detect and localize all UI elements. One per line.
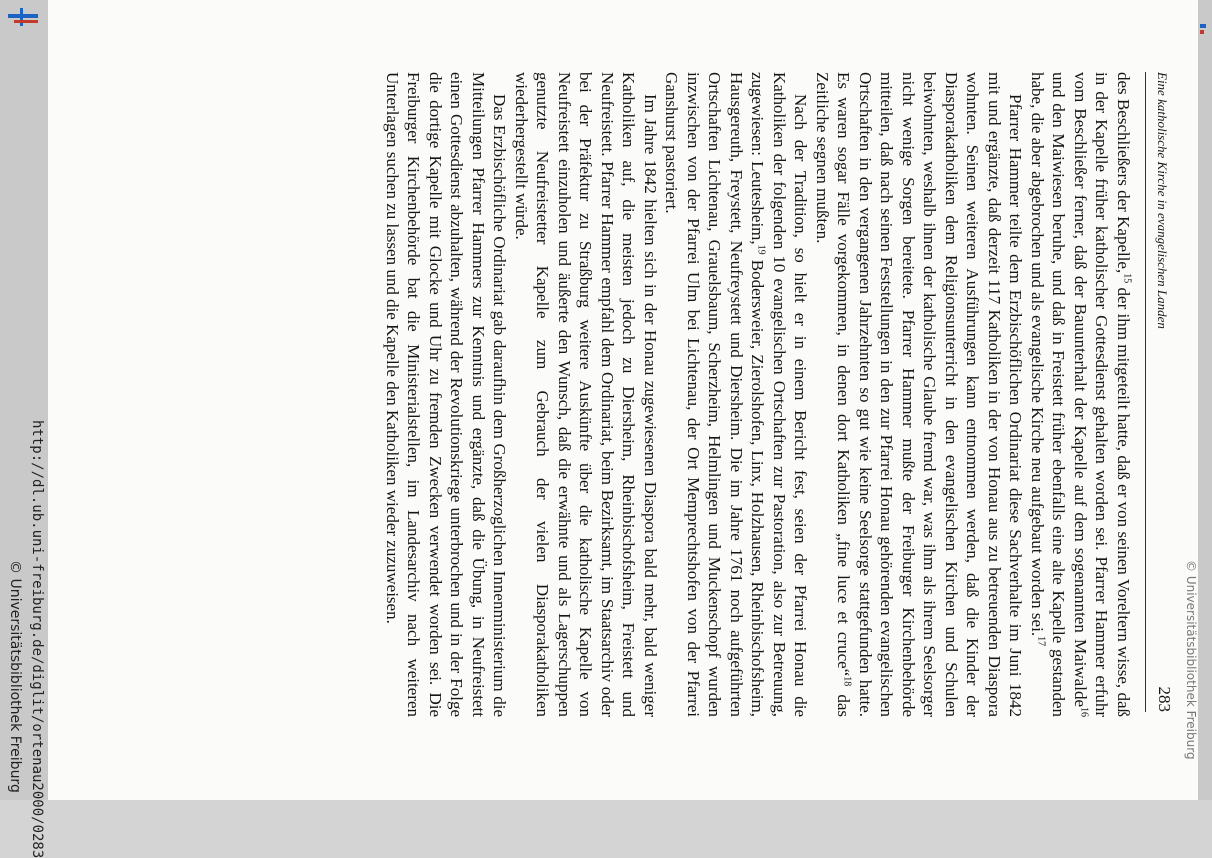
paragraph: Nach der Tradition, so hielt er in einem Bericht fest, seien der Pfarrei Honau die Katholiken der folgenden 10 evangelischen Ortschaften zur Pastoration, also zur Betreuung, zugewiesen: Leutesheim,$^{19}$ Bodersweier, Zierolshofen, Linx, Holzhausen, Rheinbischofsheim, Hausgereuth, Freystett, Neufreystett und Diersheim. Die im Jahre 1761 noch aufgeführten Ortschaften Lichtenau, Grauelsbaum, Scherzheim, Helmlingen und Muckenschopf wurden inzwischen von der Pfarrei Ulm bei Lichtenau, der Ort Memprechtshofen von der Pfarrei Ganshurst pastoriert.	[662, 72, 811, 717]
running-title: Eine katholische Kirche in evangelischen Landen	[1155, 72, 1170, 329]
color-target-icon	[8, 14, 40, 24]
running-header	[1145, 72, 1174, 712]
color-target-icon	[1200, 24, 1208, 38]
source-url-stamp	[1, 420, 45, 858]
scanner-right-margin	[1198, 0, 1212, 800]
body-text	[382, 72, 1135, 717]
edge-watermark: © Universitätsbibliothek Freiburg	[1184, 560, 1198, 760]
paragraph: Im Jahre 1842 hielten sich in der Honau zugewiesenen Diaspora bald mehr, bald weniger Katholiken auf, die meisten jedoch zu Diersheim, Rheinbischofsheim, Freistett und Neufreistett. Pfarrer Hammer empfahl dem Ordinariat, beim Bezirksamt, im Staatsarchiv oder bei der Präfektur zu Straßburg weitere Auskünfte über die katholische Kapelle von Neufreistett einzuholen und äußerte den Wunsch, daß die erwähnte und als Lagerschuppen genutzte Neufreistetter Kapelle zum Gebrauch der vielen Diasporakatholiken wiederhergestellt würde.	[512, 72, 660, 717]
footnote-ref: 18	[842, 676, 854, 687]
footnote-ref: 17	[1035, 636, 1047, 647]
scanned-page	[48, 0, 1198, 800]
paragraph: Pfarrer Hammer teilte dem Erzbischöflichen Ordinariat diese Sachverhalte im Juni 1842 mit und ergänzte, daß derzeit 117 Katholiken in der von Honau aus zu betreuenden Diaspora wohnten. Seinen weiteren Ausführungen kann entnommen werden, daß die Kinder der Diasporakatholiken dem Religionsunterricht in den evangelischen Kirchen und Schulen beiwohnten, weshalb ihnen der katholische Glaube fremd war, was ihm als ihrem Seelsorger nicht wenige Sorgen bereitete. Pfarrer Hammer mußte der Freiburger Kirchenbehörde mitteilen, daß nach seinen Feststellungen in den zur Pfarrei Honau gehörenden evangelischen Ortschaften in den vergangenen Jahrzehnten so gut wie keine Seelsorge stattgefunden hatte. Es waren sogar Fälle vorgekommen, in denen dort Katholiken „fine luce et cruce“$^{18}$ das Zeitliche segnen mußten.	[813, 72, 1026, 717]
source-url[interactable]: http://dl.ub.uni-freiburg.de/diglit/ortenau2000/0283	[29, 420, 45, 858]
copyright-notice: © Universitätsbibliothek Freiburg	[7, 560, 23, 793]
footnote-ref: 16	[1078, 707, 1090, 717]
rotated-page-content	[170, 2, 1174, 762]
footnote-ref: 15	[1121, 273, 1133, 284]
paragraph: des Beschließers der Kapelle,$^{15}$ der ihm mitgeteilt hatte, daß er von seinen Voreltern wisse, daß in der Kapelle früher katholischer Gottesdienst gehalten worden sei. Pfarrer Hammer erfuhr vom Beschließer ferner, daß der Bauunterhalt der Kapelle auf dem sogenannten Maiwalde$^{16}$ und den Maiwiesen beruhe, und daß in Freistett früher ebenfalls eine alte Kapelle gestanden habe, die aber abgebrochen und als evangelische Kirche neu aufgebaut worden sei.$^{17}$	[1028, 72, 1133, 717]
footnote-ref: 19	[756, 244, 768, 255]
page-number: 283	[1155, 686, 1174, 712]
paragraph: Das Erzbischöfliche Ordinariat gab daraufhin dem Großherzoglichen Innenministerium die Mitteilungen Pfarrer Hammers zur Kenntnis und ergänzte, daß die Übung, in Neufreistett einen Gottesdienst abzuhalten, während der Revolutionskriege unterbrochen und in der Folge die dortige Kapelle mit Glocke und Uhr zu fremden Zwecken verwendet worden sei. Die Freiburger Kirchenbehörde bat die Ministerialstellen, im Landesarchiv nach weiteren Unterlagen suchen zu lassen und die Kapelle den Katholiken wieder zuzuweisen.	[383, 72, 510, 717]
